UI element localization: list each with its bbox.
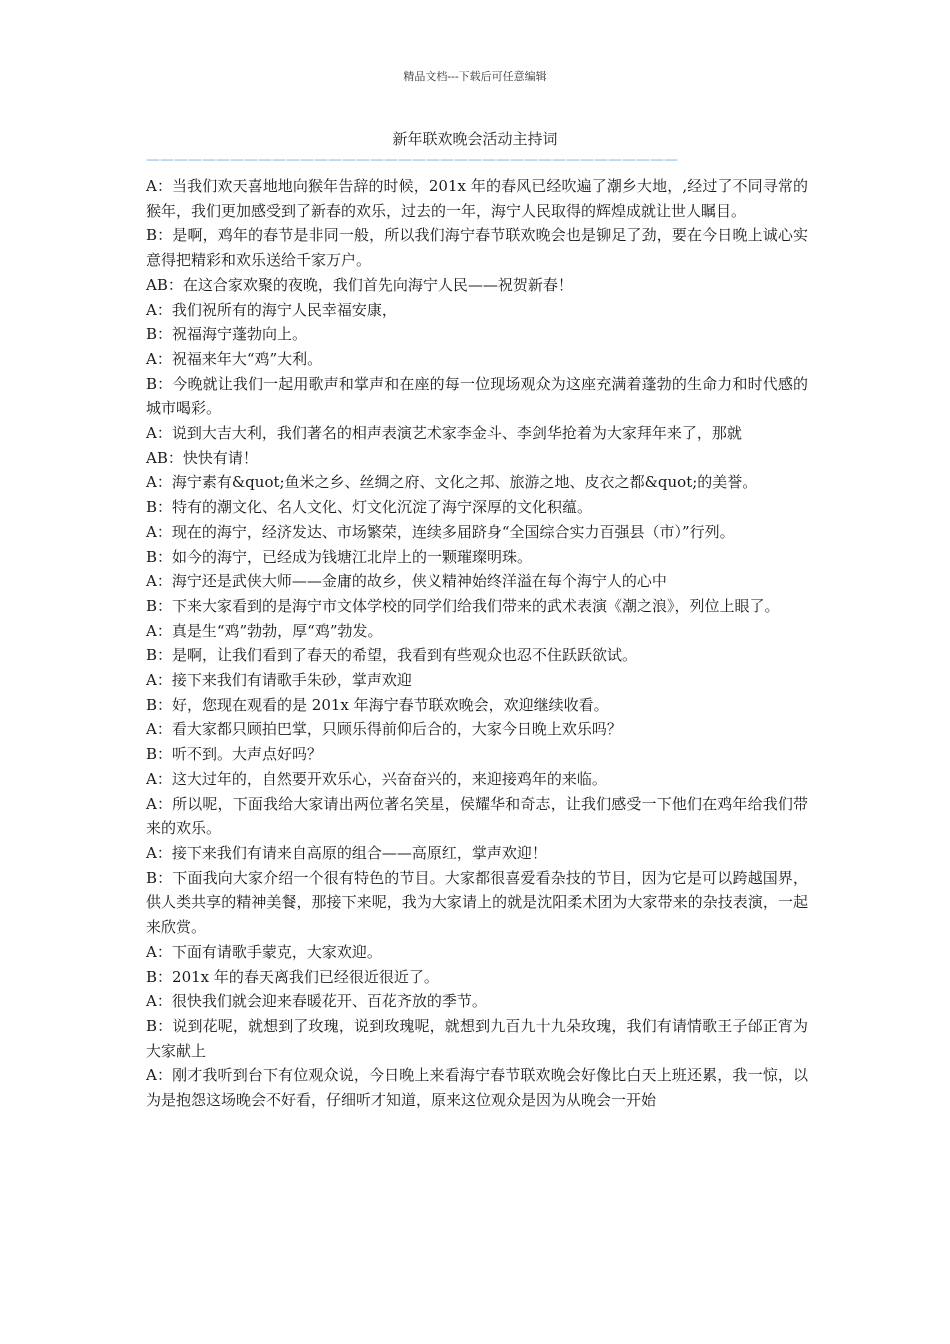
document-title: 新年联欢晚会活动主持词 (392, 130, 558, 148)
title-divider: —————————————————————————————————————— (146, 152, 678, 168)
dialogue-line: AB：快快有请！ (146, 448, 258, 467)
dialogue-line: A：这大过年的，自然要开欢乐心，兴奋奋兴的，来迎接鸡年的来临。 (146, 769, 607, 788)
dialogue-line: B：如今的海宁，已经成为钱塘江北岸上的一颗璀璨明珠。 (146, 547, 533, 566)
dialogue-line: A：接下来我们有请歌手朱砂，掌声欢迎 (146, 671, 412, 690)
dialogue-line: B：下来大家看到的是海宁市文体学校的同学们给我们带来的武术表演《潮之浪》，列位上眼了。 (146, 596, 780, 615)
dialogue-line: B：特有的潮文化、名人文化、灯文化沉淀了海宁深厚的文化积蕴。 (146, 498, 593, 517)
dialogue-line: A：下面有请歌手蒙克，大家欢迎。 (146, 942, 382, 961)
dialogue-line: B：下面我向大家介绍一个很有特色的节目。大家都很喜爱看杂技的节目，因为它是可以跨越国界，供人类共享的精神美餐，那接下来呢，我为大家请上的就是沈阳柔术团为大家带来的杂技表演，一起来欣赏。 (146, 868, 808, 937)
dialogue-line: B：祝福海宁蓬勃向上。 (146, 325, 308, 344)
dialogue-line: B：听不到。大声点好吗？ (146, 745, 323, 764)
document-body (146, 174, 808, 1113)
dialogue-line: A：真是生“鸡”勃勃，厚“鸡”勃发。 (146, 621, 383, 640)
dialogue-line: B：是啊，鸡年的春节是非同一般，所以我们海宁春节联欢晚会也是铆足了劲，要在今日晚上诚心实意得把精彩和欢乐送给千家万户。 (146, 226, 808, 270)
dialogue-line: B：是啊，让我们看到了春天的希望，我看到有些观众也忍不住跃跃欲试。 (146, 646, 638, 665)
dialogue-line: A：说到大吉大利，我们著名的相声表演艺术家李金斗、李剑华抢着为大家拜年来了，那就 (146, 424, 742, 443)
dialogue-line: B：今晚就让我们一起用歌声和掌声和在座的每一位现场观众为这座充满着蓬勃的生命力和时代感的城市喝彩。 (146, 374, 808, 418)
dialogue-line: A：当我们欢天喜地地向猴年告辞的时候，201x 年的春风已经吹遍了潮乡大地，,经过了不同寻常的猴年，我们更加感受到了新春的欢乐，过去的一年，海宁人民取得的辉煌成就让世人瞩目。 (146, 177, 808, 220)
dialogue-line: A：很快我们就会迎来春暖花开、百花齐放的季节。 (146, 992, 487, 1011)
dialogue-line: AB：在这合家欢聚的夜晚，我们首先向海宁人民——祝贺新春！ (146, 275, 573, 294)
dialogue-line: A：我们祝所有的海宁人民幸福安康， (146, 300, 397, 319)
dialogue-line: A：所以呢，下面我给大家请出两位著名笑星，侯耀华和奇志，让我们感受一下他们在鸡年给我们带来的欢乐。 (146, 794, 808, 838)
dialogue-line: A：接下来我们有请来自高原的组合——高原红，掌声欢迎！ (146, 843, 547, 862)
dialogue-line: B：201x 年的春天离我们已经很近很近了。 (146, 967, 439, 986)
header-note: 精品文档---下载后可任意编辑 (403, 70, 547, 83)
dialogue-line: B：好，您现在观看的是 201x 年海宁春节联欢晚会，欢迎继续收看。 (146, 695, 609, 714)
dialogue-line: B：说到花呢，就想到了玫瑰，说到玫瑰呢，就想到九百九十九朵玫瑰，我们有请情歌王子邰正宵为大家献上 (146, 1016, 808, 1060)
dialogue-line: A：祝福来年大“鸡”大利。 (146, 349, 323, 368)
dialogue-line: A：海宁还是武侠大师——金庸的故乡，侠义精神始终洋溢在每个海宁人的心中 (146, 572, 667, 591)
dialogue-line: A：刚才我听到台下有位观众说，今日晚上来看海宁春节联欢晚会好像比白天上班还累，我一惊，以为是抱怨这场晚会不好看，仔细听才知道，原来这位观众是因为从晚会一开始 (146, 1066, 808, 1110)
dialogue-line: A：现在的海宁，经济发达、市场繁荣，连续多届跻身“全国综合实力百强县（市）”行列。 (146, 522, 735, 541)
dialogue-line: A：海宁素有&quot;鱼米之乡、丝绸之府、文化之邦、旅游之地、皮衣之都&quot;的美誉。 (146, 473, 758, 492)
dialogue-line: A：看大家都只顾拍巴掌，只顾乐得前仰后合的，大家今日晚上欢乐吗？ (146, 720, 622, 739)
